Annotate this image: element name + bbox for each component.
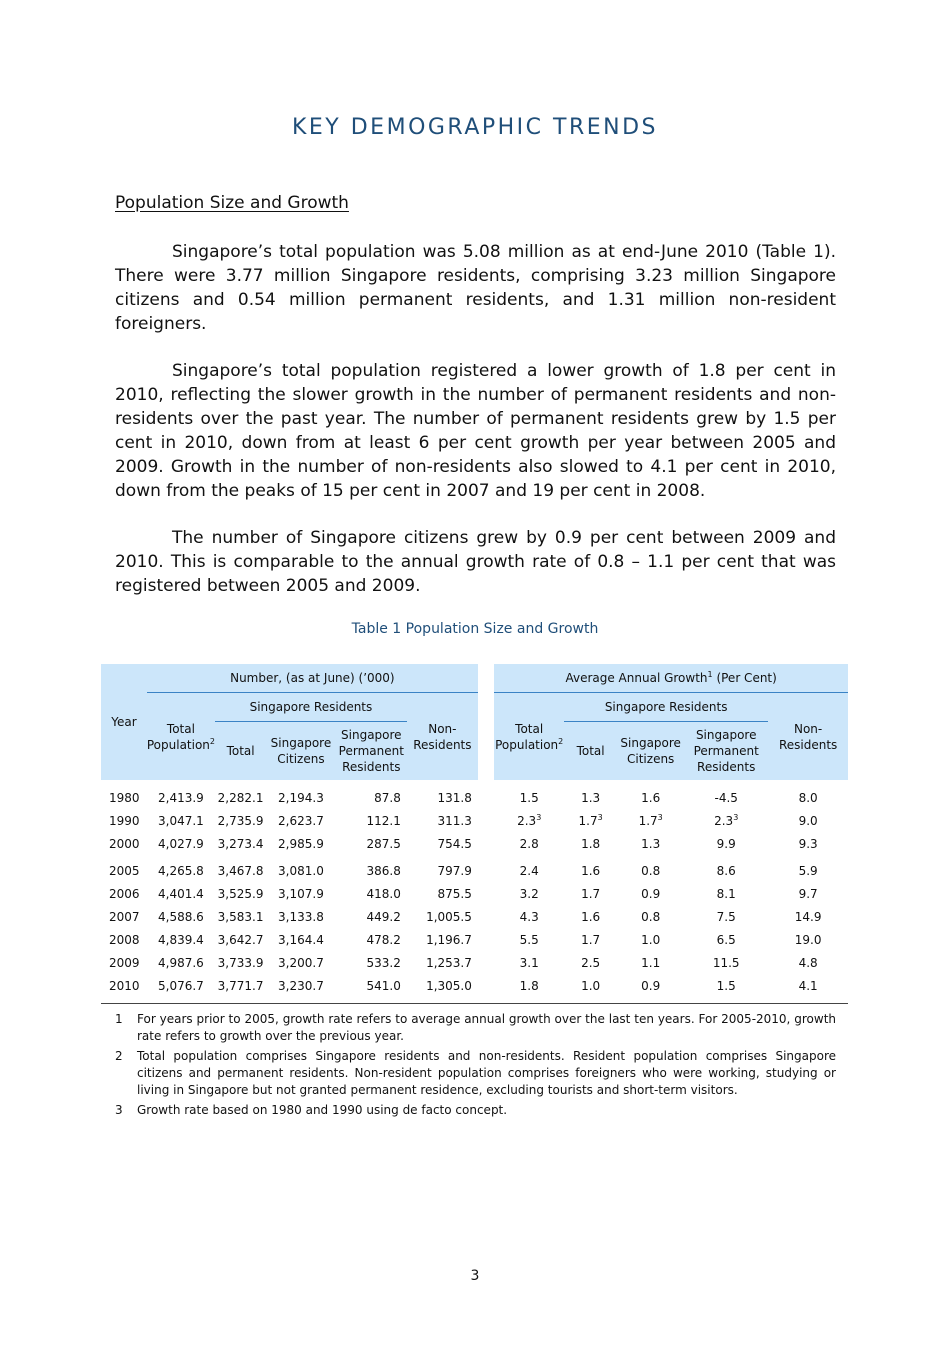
cell-g-pr: $2.3^3$ (714, 812, 739, 828)
cell-g-res: 1.8 (581, 836, 601, 851)
table-row (101, 951, 848, 974)
footnote: 3 Growth rate based on 1980 and 1990 using de facto concept. (115, 1103, 508, 1117)
cell-n-total: 4,265.8 (158, 863, 204, 878)
table-row (101, 809, 848, 832)
section-heading: Population Size and Growth (115, 193, 349, 213)
cell-n-cit: 3,133.8 (278, 909, 324, 924)
cell-g-nonres: 8.0 (798, 790, 818, 805)
cell-year: 2005 (109, 863, 140, 878)
cell-n-pr: 418.0 (366, 886, 401, 901)
header-total-population: Total Population$^2$ (495, 721, 564, 752)
cell-g-pr: 11.5 (712, 955, 740, 970)
cell-g-nonres: 9.7 (798, 886, 818, 901)
header-citizens: Singapore Citizens (620, 736, 681, 766)
cell-g-cit: 0.8 (641, 863, 661, 878)
cell-g-nonres: 5.9 (798, 863, 818, 878)
cell-n-pr: 87.8 (374, 790, 401, 805)
footnotes (115, 1011, 836, 1122)
cell-n-cit: 2,623.7 (278, 813, 324, 828)
cell-g-res: 2.5 (581, 955, 601, 970)
population-table (101, 664, 848, 1004)
table-caption: Table 1 Population Size and Growth (351, 621, 599, 637)
cell-g-res: 1.6 (581, 863, 601, 878)
cell-n-cit: 3,107.9 (278, 886, 324, 901)
paragraph: Singapore’s total population registered a lower growth of 1.8 per cent in 2010, reflecting the slower growth in the number of permanent residents and non-residents over the past year. The number of permanent residents grew by 1.5 per cent in 2010, down from at least 6 per cent growth per year between 2005 and 2009. Growth in the number of non-residents also slowed to 4.1 per cent in 2010, down from the peaks of 15 per cent in 2007 and 19 per cent in 2008. (115, 361, 836, 501)
cell-n-nonres: 754.5 (437, 836, 472, 851)
cell-n-pr: 287.5 (366, 836, 401, 851)
cell-n-nonres: 311.3 (437, 813, 472, 828)
cell-g-res: $1.7^3$ (578, 812, 603, 828)
cell-g-total: 2.8 (519, 836, 539, 851)
cell-g-cit: 0.9 (641, 886, 661, 901)
cell-g-pr: 9.9 (716, 836, 736, 851)
cell-g-res: 1.3 (581, 790, 601, 805)
header-sg-residents: Singapore Residents (215, 693, 407, 722)
cell-g-total: 2.4 (519, 863, 539, 878)
header-total: Total (226, 744, 255, 758)
cell-g-cit: 1.3 (641, 836, 661, 851)
cell-n-res: 3,467.8 (217, 863, 264, 878)
cell-n-res: 3,642.7 (217, 932, 264, 947)
cell-n-res: 2,735.9 (217, 813, 264, 828)
cell-year: 2010 (101, 974, 147, 1004)
page-title: KEY DEMOGRAPHIC TRENDS (291, 115, 659, 140)
cell-g-nonres: 4.8 (798, 955, 818, 970)
cell-n-pr: 112.1 (366, 813, 401, 828)
cell-g-res: 1.6 (581, 909, 601, 924)
header-sg-residents: Singapore Residents (564, 693, 768, 722)
table-row (101, 832, 848, 855)
header-non-residents: Non-Residents (778, 721, 838, 752)
cell-n-total: 5,076.7 (147, 974, 215, 1004)
cell-g-pr: -4.5 (714, 790, 738, 805)
cell-n-total: 4,401.4 (158, 886, 204, 901)
cell-n-pr: 533.2 (366, 955, 401, 970)
cell-g-cit: 0.8 (641, 909, 661, 924)
cell-year: 2009 (109, 955, 140, 970)
cell-year: 1990 (109, 813, 140, 828)
cell-year: 2007 (109, 909, 140, 924)
header-number-group: Number, (as at June) (’000) (147, 664, 478, 693)
cell-n-pr: 386.8 (366, 863, 401, 878)
header-pr: Singapore Permanent Residents (693, 728, 759, 774)
cell-n-total: 4,588.6 (158, 909, 204, 924)
footnote: 1 For years prior to 2005, growth rate refers to average annual growth over the last ten years. For 2005-2010, growth rate refers to growth over the previous year. (115, 1012, 836, 1043)
cell-n-res: 3,525.9 (217, 886, 264, 901)
cell-n-nonres: 131.8 (437, 790, 472, 805)
cell-g-res: 1.7 (581, 932, 601, 947)
cell-g-nonres: 19.0 (794, 932, 822, 947)
cell-n-cit: 3,200.7 (278, 955, 324, 970)
cell-n-total: 2,413.9 (158, 790, 204, 805)
cell-n-cit: 3,230.7 (266, 974, 336, 1004)
cell-n-cit: 2,985.9 (278, 836, 324, 851)
cell-g-total: 3.2 (519, 886, 539, 901)
cell-year: 2006 (109, 886, 140, 901)
cell-n-total: 3,047.1 (158, 813, 204, 828)
cell-g-cit: 1.1 (641, 955, 661, 970)
header-total-population: Total Population$^2$ (146, 721, 215, 752)
footnote: 2 Total population comprises Singapore residents and non-residents. Resident population comprises Singapore citizens and permanent residents. Non-resident population comprises foreigners who were working, studying or living in Singapore but not granted permanent residence, excluding tourists and short-term visitors. (115, 1049, 836, 1097)
cell-g-total: 4.3 (519, 909, 539, 924)
cell-g-nonres: 14.9 (794, 909, 822, 924)
cell-g-total: $2.3^3$ (517, 812, 542, 828)
cell-n-res: 3,583.1 (217, 909, 264, 924)
cell-n-nonres: 1,253.7 (426, 955, 472, 970)
cell-g-cit: 1.6 (641, 790, 661, 805)
cell-year: 2008 (109, 932, 140, 947)
cell-n-res: 3,273.4 (217, 836, 264, 851)
cell-n-nonres: 1,196.7 (426, 932, 472, 947)
table-row (101, 905, 848, 928)
cell-n-res: 3,771.7 (215, 974, 266, 1004)
cell-g-total: 5.5 (519, 932, 539, 947)
cell-g-pr: 8.1 (716, 886, 736, 901)
paragraph: Singapore’s total population was 5.08 million as at end-June 2010 (Table 1). There were 3.77 million Singapore residents, comprising 3.23 million Singapore citizens and 0.54 million permanent residents, and 1.31 million non-resident foreigners. (115, 242, 836, 334)
cell-n-cit: 2,194.3 (278, 790, 324, 805)
cell-g-nonres: 4.1 (768, 974, 848, 1004)
cell-year: 1980 (109, 790, 140, 805)
cell-g-nonres: 9.0 (798, 813, 818, 828)
cell-g-nonres: 9.3 (798, 836, 818, 851)
table-row (101, 882, 848, 905)
table-row (101, 974, 848, 1004)
cell-g-cit: 0.9 (617, 974, 684, 1004)
header-growth-group: Average Annual Growth$^1$ (Per Cent) (494, 664, 848, 693)
cell-n-res: 3,733.9 (217, 955, 264, 970)
cell-n-total: 4,839.4 (158, 932, 204, 947)
cell-n-pr: 541.0 (336, 974, 407, 1004)
cell-g-pr: 7.5 (716, 909, 736, 924)
cell-n-res: 2,282.1 (217, 790, 264, 805)
cell-n-cit: 3,164.4 (278, 932, 324, 947)
cell-g-total: 1.8 (494, 974, 564, 1004)
header-non-residents: Non-Residents (413, 721, 472, 752)
cell-n-pr: 478.2 (366, 932, 401, 947)
cell-n-nonres: 1,005.5 (426, 909, 472, 924)
table-row (101, 859, 848, 882)
cell-g-cit: $1.7^3$ (638, 812, 663, 828)
cell-n-pr: 449.2 (366, 909, 401, 924)
paragraph: The number of Singapore citizens grew by 0.9 per cent between 2009 and 2010. This is comparable to the annual growth rate of 0.8 – 1.1 per cent that was registered between 2005 and 2009. (115, 528, 836, 596)
cell-year: 2000 (109, 836, 140, 851)
cell-g-res: 1.7 (581, 886, 601, 901)
cell-n-total: 4,027.9 (158, 836, 204, 851)
header-total: Total (576, 744, 605, 758)
table-row (101, 928, 848, 951)
header-pr: Singapore Permanent Residents (338, 728, 404, 774)
header-year: Year (111, 715, 137, 729)
cell-n-nonres: 797.9 (437, 863, 472, 878)
cell-n-total: 4,987.6 (158, 955, 204, 970)
cell-g-total: 1.5 (519, 790, 539, 805)
header-citizens: Singapore Citizens (270, 736, 332, 766)
cell-g-pr: 8.6 (716, 863, 736, 878)
cell-n-nonres: 875.5 (437, 886, 472, 901)
cell-g-pr: 6.5 (716, 932, 736, 947)
cell-g-total: 3.1 (519, 955, 539, 970)
page-number: 3 (470, 1268, 480, 1284)
cell-n-nonres: 1,305.0 (407, 974, 478, 1004)
cell-g-cit: 1.0 (641, 932, 661, 947)
cell-n-cit: 3,081.0 (278, 863, 324, 878)
cell-g-res: 1.0 (564, 974, 617, 1004)
cell-g-pr: 1.5 (684, 974, 768, 1004)
table-row (101, 780, 848, 809)
